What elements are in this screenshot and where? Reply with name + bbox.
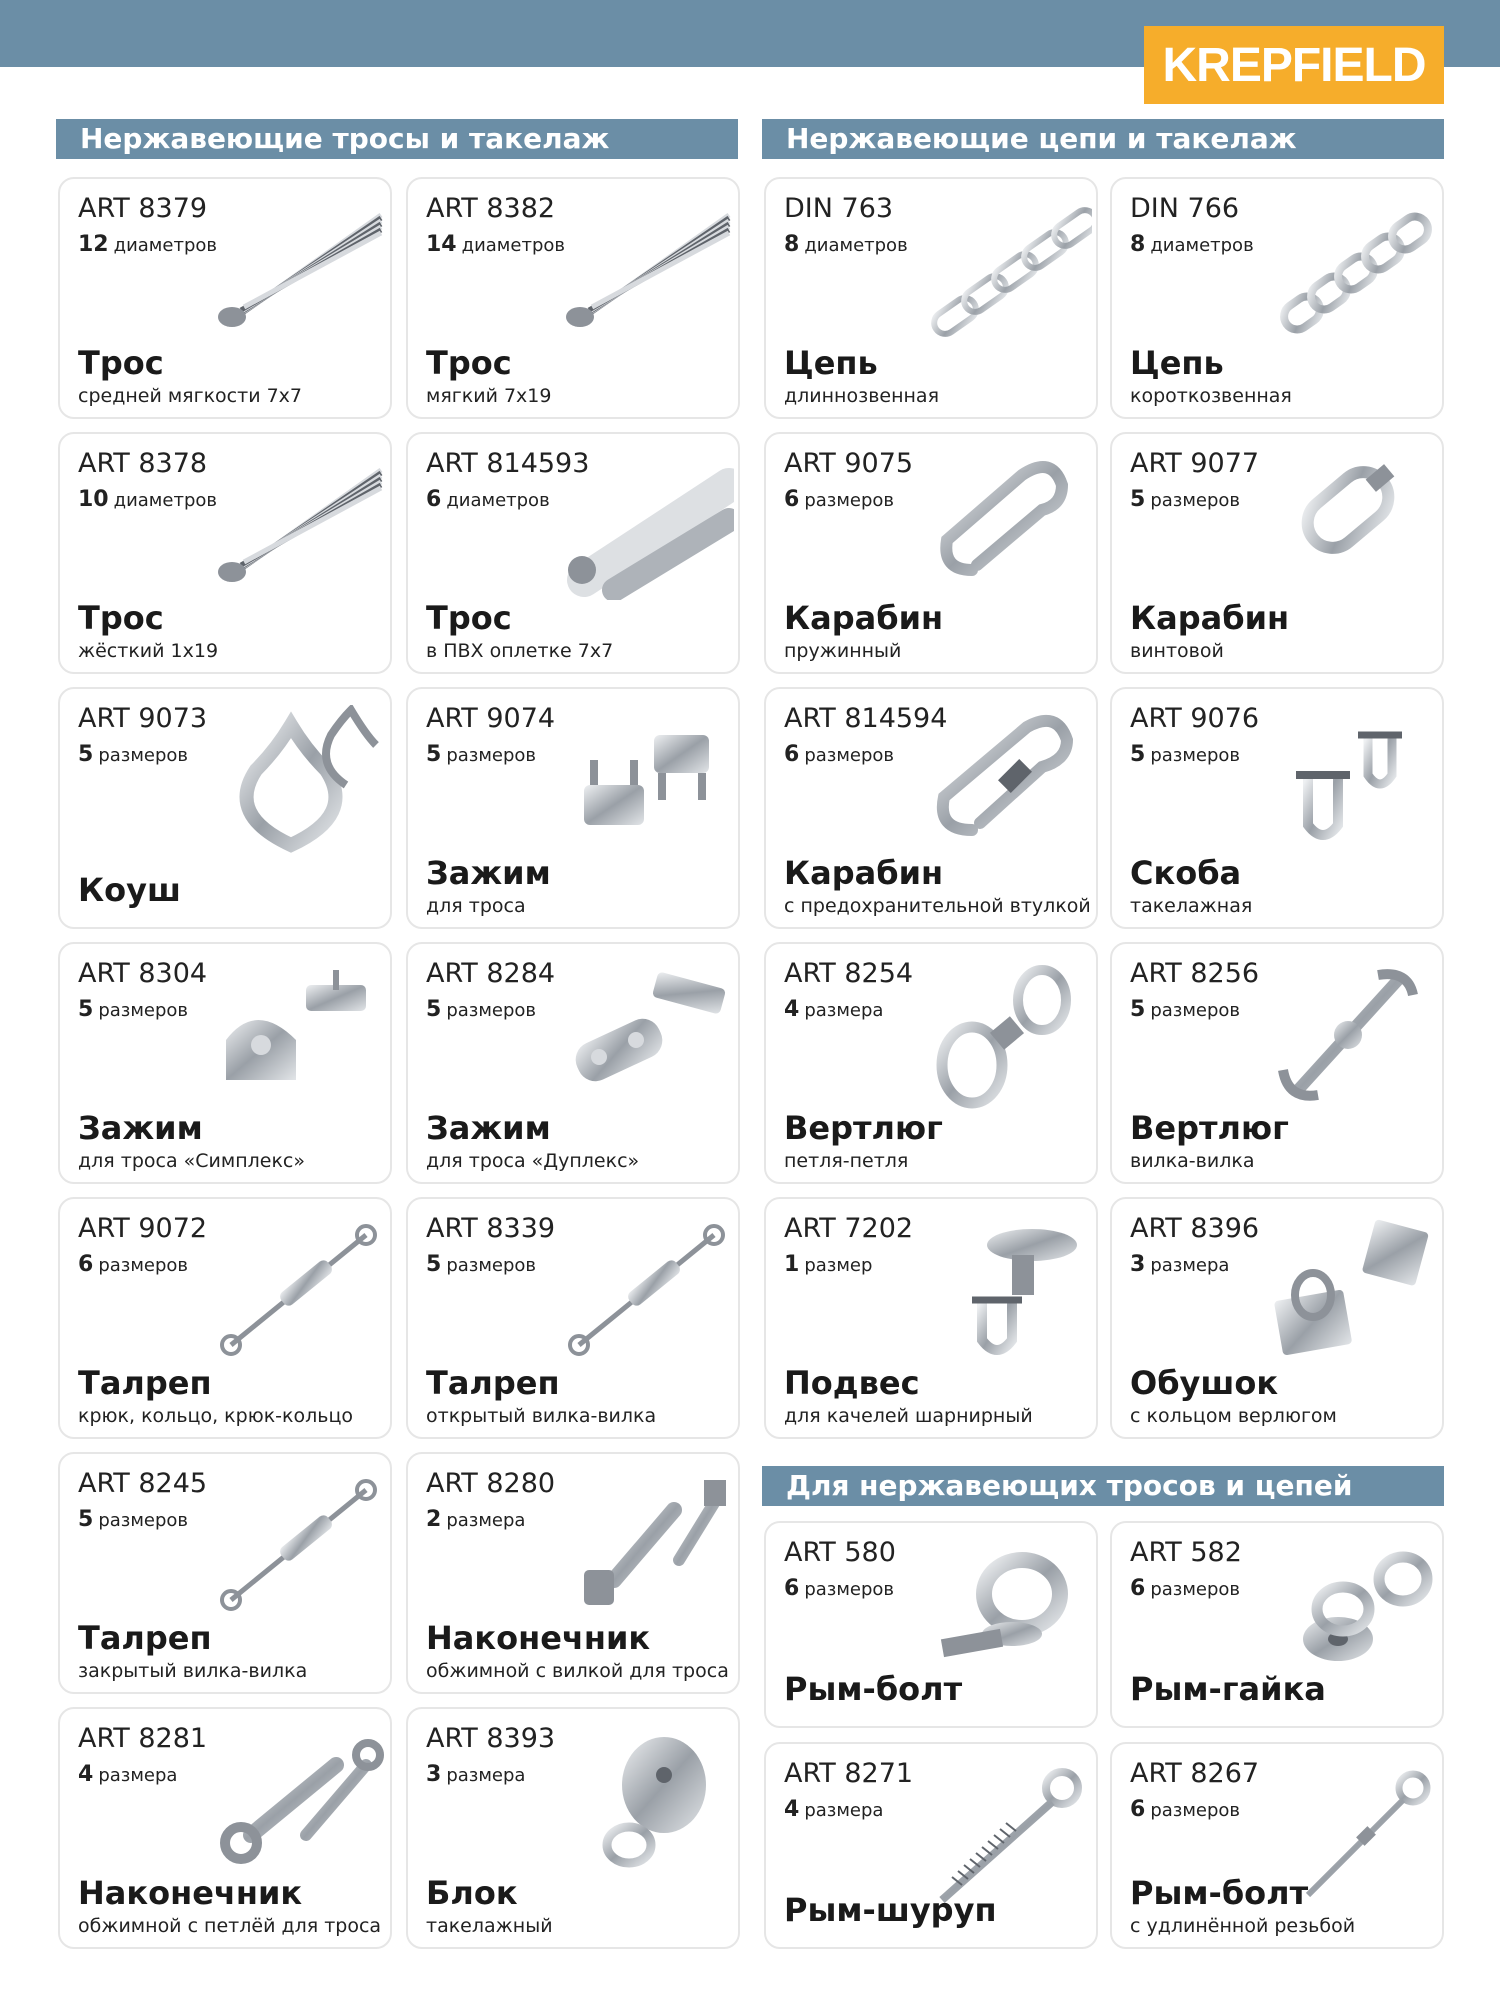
product-size-count: 5 размеров: [78, 997, 189, 1022]
product-name: Цепь: [1130, 344, 1224, 382]
product-article: ART 814594: [784, 703, 948, 734]
product-card: [406, 177, 740, 419]
product-name: Блок: [426, 1874, 518, 1912]
wire-rope-icon: [196, 195, 386, 345]
product-subtitle: закрытый вилка-вилка: [78, 1660, 308, 1682]
product-card: [764, 1197, 1098, 1439]
product-name: Рым-гайка: [1130, 1670, 1326, 1708]
product-card: [1110, 1521, 1444, 1728]
product-article: ART 814593: [426, 448, 590, 479]
turnbuckle-icon: [544, 1215, 734, 1365]
product-size-count: 14 диаметров: [426, 232, 565, 257]
product-size-count: 6 размеров: [784, 487, 895, 512]
locking-carabiner-icon: [902, 705, 1092, 855]
product-article: ART 582: [1130, 1537, 1242, 1568]
product-subtitle: винтовой: [1130, 640, 1224, 662]
product-article: ART 8280: [426, 1468, 556, 1499]
product-size-count: 4 размера: [78, 1762, 178, 1787]
product-name: Трос: [78, 599, 164, 637]
product-subtitle: короткозвенная: [1130, 385, 1292, 407]
product-subtitle: открытый вилка-вилка: [426, 1405, 657, 1427]
product-size-count: 5 размеров: [78, 1507, 189, 1532]
product-card: [1110, 177, 1444, 419]
fork-terminal-icon: [544, 1470, 734, 1620]
product-size-count: 3 размера: [426, 1762, 526, 1787]
product-name: Карабин: [1130, 599, 1290, 637]
spring-carabiner-icon: [902, 450, 1092, 600]
wire-rope-icon: [196, 450, 386, 600]
product-name: Талреп: [78, 1364, 212, 1402]
product-subtitle: мягкий 7x19: [426, 385, 552, 407]
product-name: Зажим: [426, 854, 551, 892]
product-card: [406, 1707, 740, 1949]
product-subtitle: для качелей шарнирный: [784, 1405, 1033, 1427]
product-card: [764, 687, 1098, 929]
product-size-count: 2 размера: [426, 1507, 526, 1532]
product-article: ART 8245: [78, 1468, 208, 1499]
long-link-chain-icon: [902, 195, 1092, 345]
product-name: Вертлюг: [784, 1109, 943, 1147]
product-name: Цепь: [784, 344, 878, 382]
product-name: Трос: [426, 599, 512, 637]
product-card: [58, 687, 392, 929]
product-article: ART 8254: [784, 958, 914, 989]
product-article: DIN 763: [784, 193, 894, 224]
product-card: [764, 942, 1098, 1184]
product-card: [406, 687, 740, 929]
product-subtitle: жёсткий 1x19: [78, 640, 219, 662]
swing-hanger-icon: [902, 1215, 1092, 1365]
product-card: [58, 1707, 392, 1949]
product-subtitle: вилка-вилка: [1130, 1150, 1255, 1172]
product-size-count: 3 размера: [1130, 1252, 1230, 1277]
product-size-count: 5 размеров: [1130, 487, 1241, 512]
product-article: ART 8267: [1130, 1758, 1260, 1789]
product-size-count: 1 размер: [784, 1252, 873, 1277]
product-article: ART 8393: [426, 1723, 556, 1754]
product-article: ART 8396: [1130, 1213, 1260, 1244]
product-size-count: 4 размера: [784, 1797, 884, 1822]
product-card: [406, 1197, 740, 1439]
section-title-ropes: Нержавеющие тросы и такелаж: [56, 119, 738, 159]
pvc-wire-rope-icon: [544, 450, 734, 600]
pulley-block-icon: [544, 1725, 734, 1875]
product-subtitle: средней мягкости 7x7: [78, 385, 303, 407]
product-card: [764, 177, 1098, 419]
product-card: [1110, 687, 1444, 929]
wire-clamp-icon: [544, 705, 734, 855]
product-article: ART 580: [784, 1537, 896, 1568]
product-name: Зажим: [78, 1109, 203, 1147]
product-card: [764, 1742, 1098, 1949]
product-name: Коуш: [78, 871, 181, 909]
product-size-count: 6 размеров: [784, 742, 895, 767]
product-article: ART 7202: [784, 1213, 914, 1244]
product-card: [1110, 432, 1444, 674]
product-size-count: 10 диаметров: [78, 487, 217, 512]
product-subtitle: для троса «Дуплекс»: [426, 1150, 640, 1172]
shackle-icon: [1248, 705, 1438, 855]
product-subtitle: обжимной с пeтлёй для троса: [78, 1915, 382, 1937]
eye-swivel-icon: [902, 960, 1092, 1110]
product-subtitle: петля-петля: [784, 1150, 909, 1172]
product-card: [58, 432, 392, 674]
product-subtitle: крюк, кольцо, крюк-кольцо: [78, 1405, 354, 1427]
product-subtitle: в ПВХ оплетке 7x7: [426, 640, 614, 662]
product-article: ART 9072: [78, 1213, 208, 1244]
product-size-count: 6 размеров: [78, 1252, 189, 1277]
product-size-count: 5 размеров: [1130, 742, 1241, 767]
product-article: ART 8256: [1130, 958, 1260, 989]
product-size-count: 8 диаметров: [784, 232, 908, 257]
eye-bolt-icon: [902, 1539, 1092, 1689]
product-card: [406, 942, 740, 1184]
product-subtitle: такелажная: [1130, 895, 1253, 917]
product-subtitle: для троса «Симплекс»: [78, 1150, 306, 1172]
product-name: Талреп: [78, 1619, 212, 1657]
product-article: ART 8284: [426, 958, 556, 989]
product-article: ART 8378: [78, 448, 208, 479]
screw-link-icon: [1248, 450, 1438, 600]
product-size-count: 8 диаметров: [1130, 232, 1254, 257]
product-subtitle: с кольцом верлюгом: [1130, 1405, 1337, 1427]
short-link-chain-icon: [1248, 195, 1438, 345]
product-card: [58, 942, 392, 1184]
product-subtitle: обжимной с вилкой для троса: [426, 1660, 729, 1682]
product-article: ART 9076: [1130, 703, 1260, 734]
product-name: Обушок: [1130, 1364, 1279, 1402]
product-article: ART 9073: [78, 703, 208, 734]
turnbuckle-icon: [196, 1470, 386, 1620]
product-name: Подвес: [784, 1364, 920, 1402]
product-size-count: 6 размеров: [1130, 1576, 1241, 1601]
product-size-count: 12 диаметров: [78, 232, 217, 257]
product-name: Карабин: [784, 599, 944, 637]
product-card: [1110, 1197, 1444, 1439]
turnbuckle-icon: [196, 1215, 386, 1365]
product-card: [58, 1452, 392, 1694]
jaw-swivel-icon: [1248, 960, 1438, 1110]
product-name: Карабин: [784, 854, 944, 892]
product-name: Скоба: [1130, 854, 1242, 892]
product-size-count: 5 размеров: [426, 742, 537, 767]
product-name: Зажим: [426, 1109, 551, 1147]
product-article: DIN 766: [1130, 193, 1240, 224]
product-subtitle: такелажный: [426, 1915, 553, 1937]
product-article: ART 9074: [426, 703, 556, 734]
pad-eye-icon: [1248, 1215, 1438, 1365]
section-title-accessories: Для нержавеющих тросов и цепей: [762, 1466, 1444, 1506]
product-card: [58, 177, 392, 419]
product-name: Наконечник: [426, 1619, 651, 1657]
product-size-count: 6 размеров: [784, 1576, 895, 1601]
eye-screw-icon: [902, 1760, 1092, 1910]
product-name: Рым-болт: [784, 1670, 963, 1708]
eye-terminal-icon: [196, 1725, 386, 1875]
product-name: Талреп: [426, 1364, 560, 1402]
product-name: Вертлюг: [1130, 1109, 1289, 1147]
product-article: ART 8382: [426, 193, 556, 224]
product-size-count: 4 размера: [784, 997, 884, 1022]
product-subtitle: с предохранительной втулкой: [784, 895, 1091, 917]
brand-logo: KREPFIELD: [1144, 26, 1444, 104]
product-card: [764, 432, 1098, 674]
product-subtitle: с удлинённой резьбой: [1130, 1915, 1356, 1937]
wire-rope-icon: [544, 195, 734, 345]
product-article: ART 9075: [784, 448, 914, 479]
section-title-chains: Нержавеющие цепи и такелаж: [762, 119, 1444, 159]
product-size-count: 6 размеров: [1130, 1797, 1241, 1822]
simplex-clamp-icon: [196, 960, 386, 1110]
product-card: [764, 1521, 1098, 1728]
product-name: Трос: [78, 344, 164, 382]
product-size-count: 5 размеров: [426, 1252, 537, 1277]
thimble-icon: [196, 705, 386, 855]
product-card: [406, 1452, 740, 1694]
product-size-count: 5 размеров: [426, 997, 537, 1022]
product-article: ART 8339: [426, 1213, 556, 1244]
product-article: ART 8281: [78, 1723, 208, 1754]
product-name: Рым-болт: [1130, 1874, 1309, 1912]
product-size-count: 5 размеров: [78, 742, 189, 767]
product-name: Наконечник: [78, 1874, 303, 1912]
product-card: [1110, 942, 1444, 1184]
product-size-count: 6 диаметров: [426, 487, 550, 512]
product-name: Трос: [426, 344, 512, 382]
product-article: ART 9077: [1130, 448, 1260, 479]
product-name: Рым-шуруп: [784, 1891, 997, 1929]
product-subtitle: для троса: [426, 895, 526, 917]
product-article: ART 8271: [784, 1758, 914, 1789]
product-article: ART 8304: [78, 958, 208, 989]
eye-nut-icon: [1248, 1539, 1438, 1689]
product-size-count: 5 размеров: [1130, 997, 1241, 1022]
duplex-clamp-icon: [544, 960, 734, 1110]
product-subtitle: длиннозвенная: [784, 385, 940, 407]
product-article: ART 8379: [78, 193, 208, 224]
product-card: [1110, 1742, 1444, 1949]
product-card: [406, 432, 740, 674]
product-subtitle: пружинный: [784, 640, 902, 662]
product-card: [58, 1197, 392, 1439]
